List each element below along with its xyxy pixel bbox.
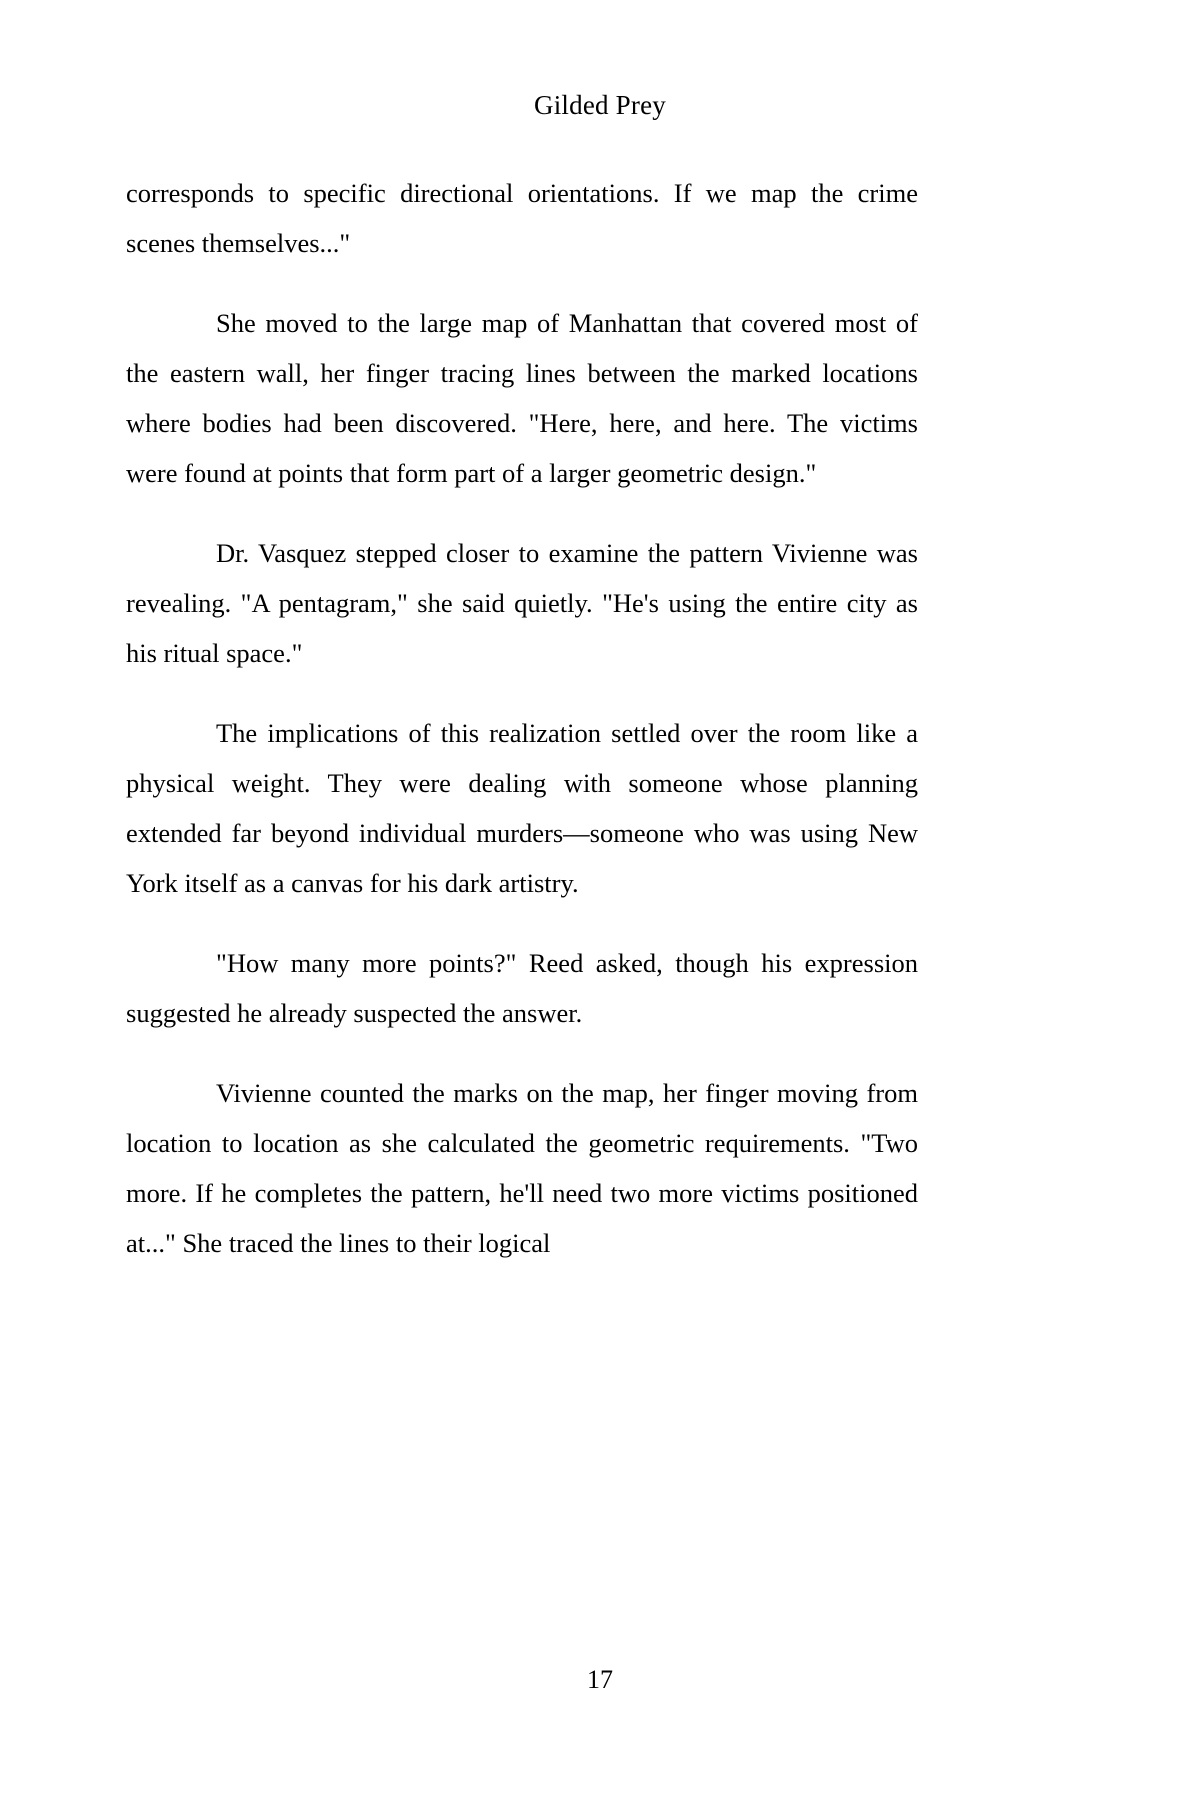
page-number: 17 <box>587 1665 613 1694</box>
paragraph-implications-weight: The implications of this realization settled over the room like a physical weight. They were dealing with someone whose planning extended far beyond individual murders—someone who was using New York itself as a canvas for his dark artistry. <box>126 718 918 898</box>
running-header: Gilded Prey <box>534 90 666 120</box>
paragraph-how-many-more-points: "How many more points?" Reed asked, though his expression suggested he already suspected the answer. <box>126 948 918 1028</box>
paragraph-continued-from-previous: corresponds to specific directional orientations. If we map the crime scenes themselves..." <box>126 178 918 258</box>
paragraph-she-moved-to-map: She moved to the large map of Manhattan that covered most of the eastern wall, her finger tracing lines between the marked locations where bodies had been discovered. "Here, here, and here. The victims were found at points that form part of a larger geometric design." <box>126 308 918 488</box>
paragraph-vivienne-counted-marks: Vivienne counted the marks on the map, her finger moving from location to location as she calculated the geometric requirements. "Two more. If he completes the pattern, he'll need two more victims positioned at..." She traced the lines to their logical <box>126 1078 918 1258</box>
body-text-block <box>126 168 918 1268</box>
paragraph-dr-vasquez-pentagram: Dr. Vasquez stepped closer to examine the pattern Vivienne was revealing. "A pentagram," she said quietly. "He's using the entire city as his ritual space." <box>126 538 918 668</box>
